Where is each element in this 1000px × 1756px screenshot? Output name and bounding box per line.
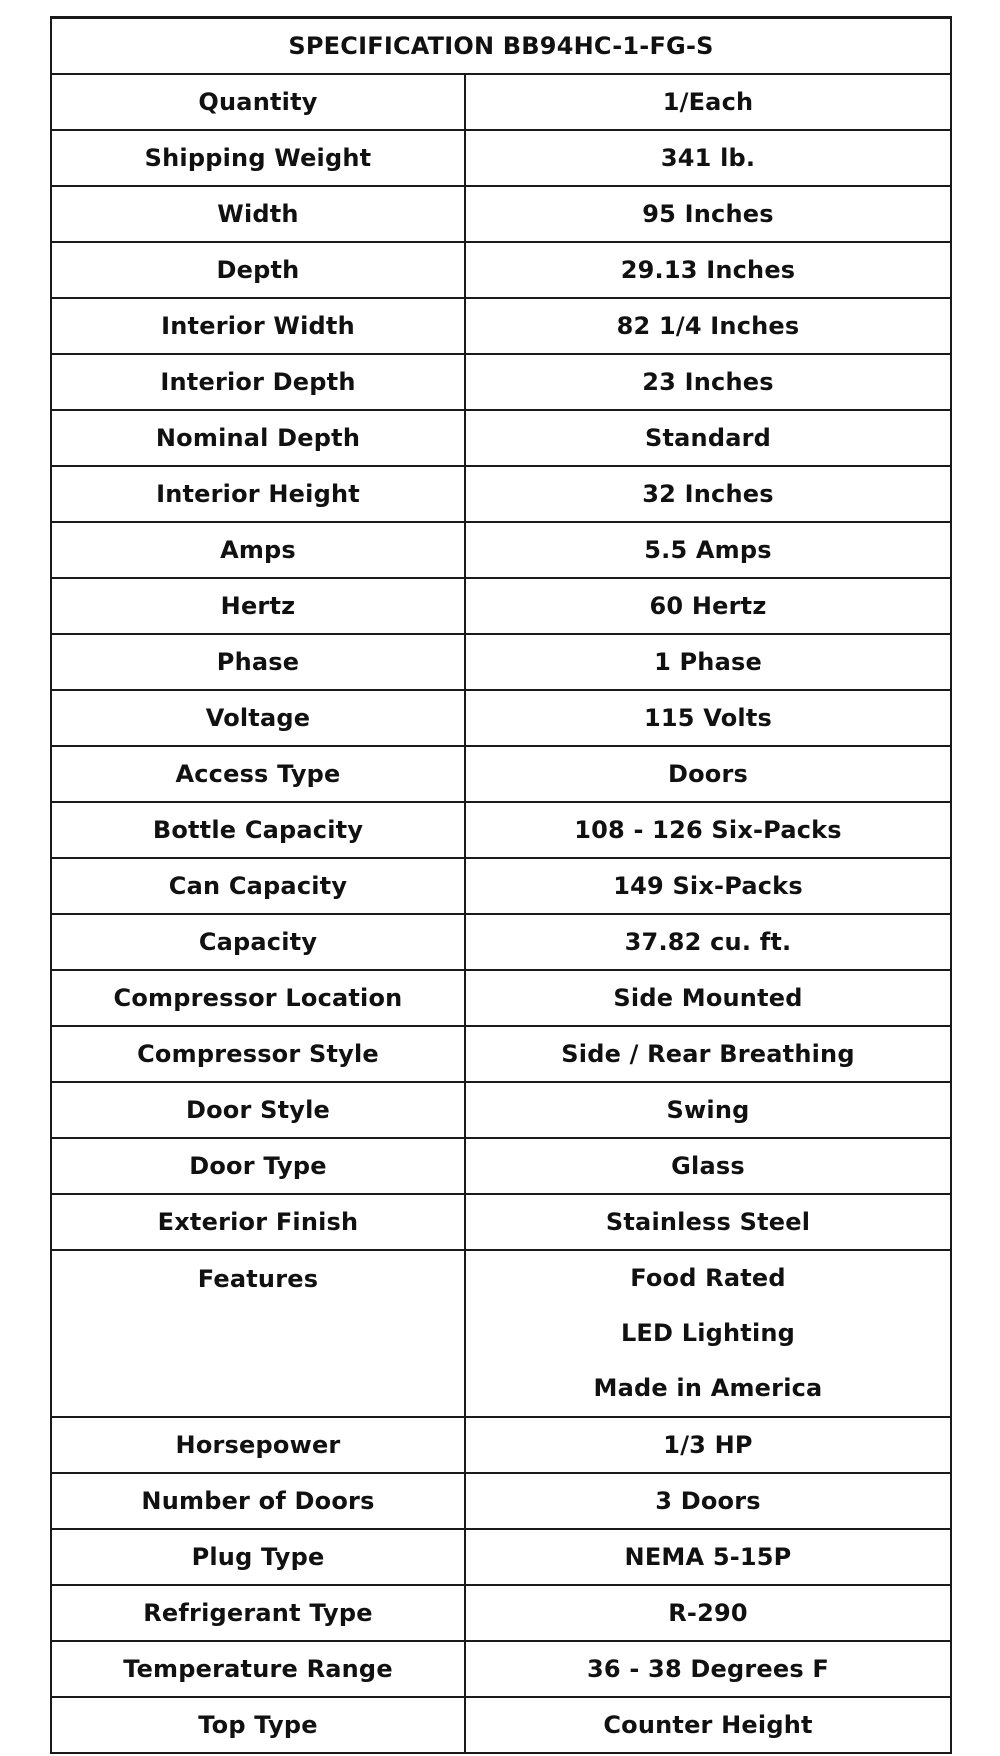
spec-value-list (465, 1250, 951, 1417)
spec-label: Access Type (51, 746, 465, 802)
spec-value: 29.13 Inches (465, 242, 951, 298)
spec-label: Nominal Depth (51, 410, 465, 466)
table-body (51, 74, 951, 1753)
spec-value: 1 Phase (465, 634, 951, 690)
feature-item: Food Rated (630, 1264, 786, 1292)
table-row (51, 1082, 951, 1138)
spec-value: 60 Hertz (465, 578, 951, 634)
spec-label: Interior Depth (51, 354, 465, 410)
spec-label: Bottle Capacity (51, 802, 465, 858)
spec-label: Interior Width (51, 298, 465, 354)
spec-value: 1/Each (465, 74, 951, 130)
spec-label: Compressor Style (51, 1026, 465, 1082)
table-row (51, 522, 951, 578)
spec-label: Depth (51, 242, 465, 298)
spec-value: 149 Six-Packs (465, 858, 951, 914)
spec-label: Temperature Range (51, 1641, 465, 1697)
table-row (51, 858, 951, 914)
spec-value: NEMA 5-15P (465, 1529, 951, 1585)
spec-value: 115 Volts (465, 690, 951, 746)
spec-value: 37.82 cu. ft. (465, 914, 951, 970)
spec-label: Voltage (51, 690, 465, 746)
spec-value: R-290 (465, 1585, 951, 1641)
spec-label: Plug Type (51, 1529, 465, 1585)
spec-value: Side / Rear Breathing (465, 1026, 951, 1082)
spec-label: Amps (51, 522, 465, 578)
spec-value: Counter Height (465, 1697, 951, 1753)
table-row (51, 130, 951, 186)
spec-label: Horsepower (51, 1417, 465, 1473)
spec-value: Side Mounted (465, 970, 951, 1026)
spec-value: Glass (465, 1138, 951, 1194)
spec-label: Quantity (51, 74, 465, 130)
spec-value: 32 Inches (465, 466, 951, 522)
table-row (51, 1026, 951, 1082)
spec-value: 341 lb. (465, 130, 951, 186)
spec-label: Hertz (51, 578, 465, 634)
spec-label: Features (51, 1250, 465, 1417)
spec-value: 3 Doors (465, 1473, 951, 1529)
spec-value: Standard (465, 410, 951, 466)
spec-label: Door Style (51, 1082, 465, 1138)
table-row (51, 1529, 951, 1585)
specification-table (50, 16, 952, 1754)
table-row-features (51, 1250, 951, 1417)
table-header-row (51, 18, 951, 75)
table-row (51, 578, 951, 634)
spec-label: Can Capacity (51, 858, 465, 914)
table-row (51, 802, 951, 858)
spec-label: Exterior Finish (51, 1194, 465, 1250)
spec-value: Doors (465, 746, 951, 802)
table-row (51, 1138, 951, 1194)
table-row (51, 74, 951, 130)
table-row (51, 970, 951, 1026)
table-row (51, 410, 951, 466)
table-row (51, 1697, 951, 1753)
spec-label: Phase (51, 634, 465, 690)
table-row (51, 298, 951, 354)
table-row (51, 1473, 951, 1529)
table-row (51, 354, 951, 410)
spec-label: Width (51, 186, 465, 242)
spec-label: Capacity (51, 914, 465, 970)
spec-value: 82 1/4 Inches (465, 298, 951, 354)
table-row (51, 1417, 951, 1473)
table-row (51, 690, 951, 746)
table-row (51, 466, 951, 522)
table-title: SPECIFICATION BB94HC-1-FG-S (51, 18, 951, 75)
spec-value: 108 - 126 Six-Packs (465, 802, 951, 858)
spec-value: Swing (465, 1082, 951, 1138)
spec-value: 1/3 HP (465, 1417, 951, 1473)
table-row (51, 746, 951, 802)
table-row (51, 242, 951, 298)
spec-label: Compressor Location (51, 970, 465, 1026)
table-row (51, 1585, 951, 1641)
spec-label: Door Type (51, 1138, 465, 1194)
spec-label: Number of Doors (51, 1473, 465, 1529)
feature-item: LED Lighting (620, 1319, 796, 1347)
spec-value: 95 Inches (465, 186, 951, 242)
table-row (51, 1641, 951, 1697)
table-row (51, 914, 951, 970)
table-row (51, 1194, 951, 1250)
table-row (51, 634, 951, 690)
spec-value: Stainless Steel (465, 1194, 951, 1250)
table-row (51, 186, 951, 242)
spec-label: Top Type (51, 1697, 465, 1753)
spec-label: Shipping Weight (51, 130, 465, 186)
feature-item: Made in America (593, 1374, 823, 1402)
spec-value: 23 Inches (465, 354, 951, 410)
spec-value: 36 - 38 Degrees F (465, 1641, 951, 1697)
spec-label: Refrigerant Type (51, 1585, 465, 1641)
spec-label: Interior Height (51, 466, 465, 522)
spec-value: 5.5 Amps (465, 522, 951, 578)
